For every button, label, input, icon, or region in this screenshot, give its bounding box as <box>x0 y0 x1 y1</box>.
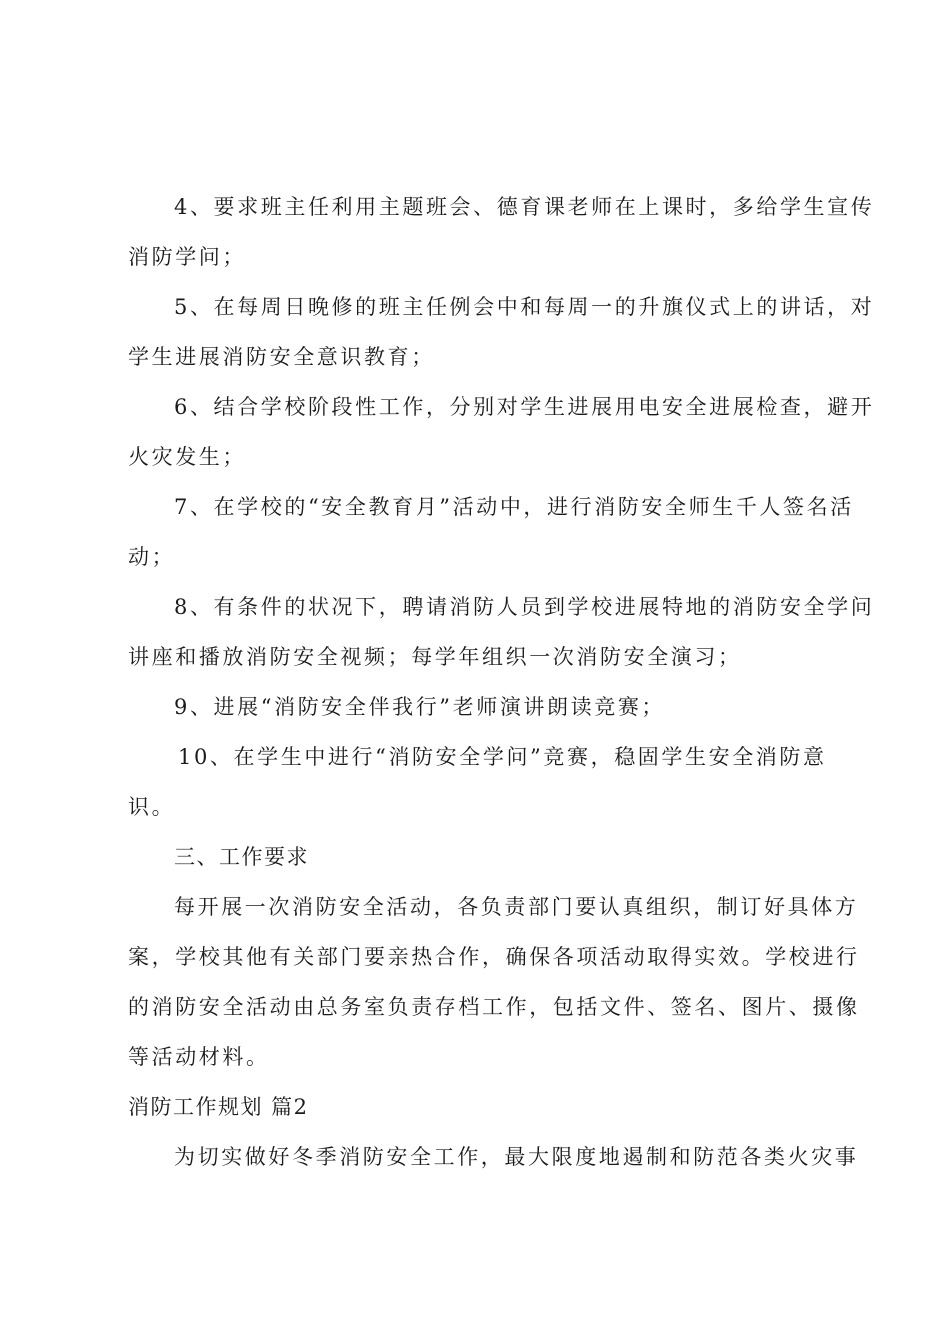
paragraph-9-line-1: 9、进展“消防安全伴我行”老师演讲朗读竞赛； <box>174 695 666 719</box>
paragraph-6-line-1: 6、结合学校阶段性工作，分别对学生进展用电安全进展检查，避开 <box>174 395 875 419</box>
paragraph-6-line-2: 火灾发生； <box>128 445 246 469</box>
paragraph-10-line-1: 10、在学生中进行“消防安全学问”竞赛，稳固学生安全消防意 <box>178 745 827 769</box>
paragraph-8-line-2: 讲座和播放消防安全视频；每学年组织一次消防安全演习； <box>128 645 742 669</box>
requirements-line-3: 的消防安全活动由总务室负责存档工作，包括文件、签名、图片、摄像 <box>128 995 860 1019</box>
paragraph-4-line-1: 4、要求班主任利用主题班会、德育课老师在上课时，多给学生宣传 <box>174 195 875 219</box>
paragraph-5-line-2: 学生进展消防安全意识教育； <box>128 345 435 369</box>
paragraph-5-line-1: 5、在每周日晚修的班主任例会中和每周一的升旗仪式上的讲话，对 <box>174 295 875 319</box>
article-title-part-2: 消防工作规划 篇2 <box>128 1095 309 1119</box>
requirements-line-4: 等活动材料。 <box>128 1045 270 1069</box>
paragraph-4-line-2: 消防学问； <box>128 245 246 269</box>
requirements-line-1: 每开展一次消防安全活动，各负责部门要认真组织，制订好具体方 <box>174 895 859 919</box>
part-2-intro-line-1: 为切实做好冬季消防安全工作，最大限度地遏制和防范各类火灾事 <box>174 1145 859 1169</box>
paragraph-10-line-2: 识。 <box>128 795 176 819</box>
paragraph-8-line-1: 8、有条件的状况下，聘请消防人员到学校进展特地的消防安全学问 <box>174 595 875 619</box>
section-heading-work-requirements: 三、工作要求 <box>174 845 309 869</box>
paragraph-7-line-1: 7、在学校的“安全教育月”活动中，进行消防安全师生千人签名活 <box>174 495 854 519</box>
requirements-line-2: 案，学校其他有关部门要亲热合作，确保各项活动取得实效。学校进行 <box>128 945 860 969</box>
paragraph-7-line-2: 动； <box>128 545 176 569</box>
